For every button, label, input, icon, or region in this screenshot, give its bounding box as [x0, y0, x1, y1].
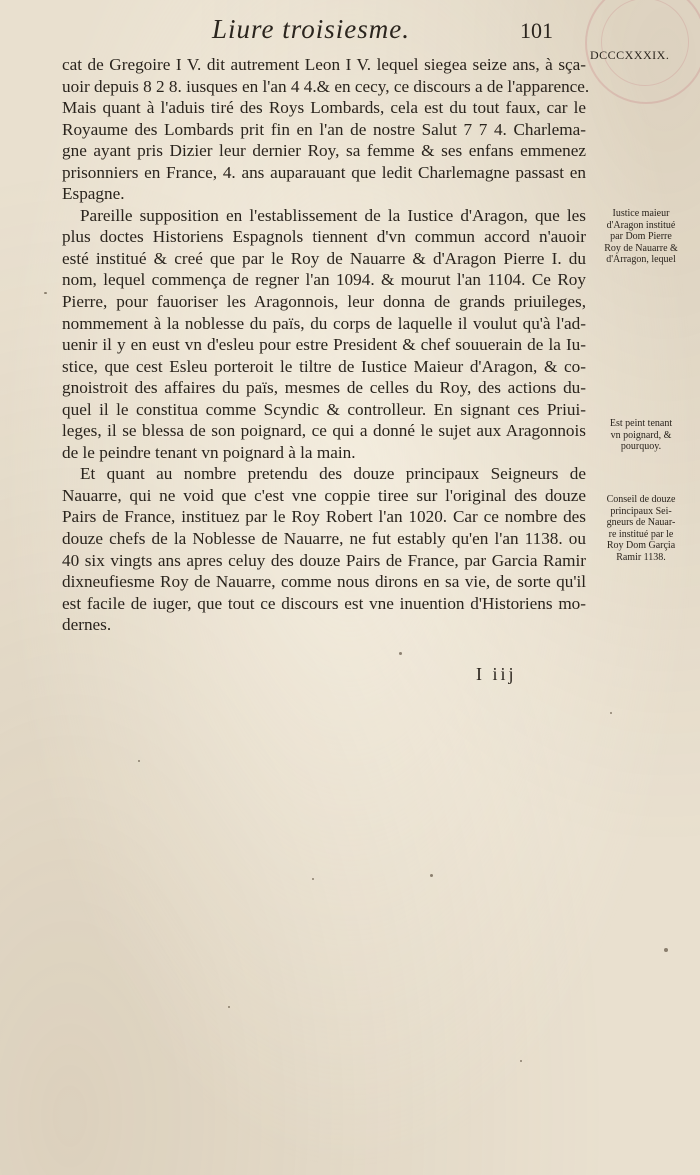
text-line: leges, il se blessa de son poignard, ce qui a donné le sujet aux Aragonnois [62, 421, 586, 441]
margin-note-line: d'Arragon, lequel [606, 254, 676, 266]
text-line: gnoistroit des affaires du païs, mesmes de celles du Roy, des actions du- [62, 378, 586, 398]
signature-mark: I iij [476, 664, 517, 684]
paper-speck [664, 948, 668, 952]
text-line: uenir il y en eust vn d'esleu pour estre President & chef souuerain de la Iu- [62, 335, 586, 355]
text-line: Pareille supposition en l'establissement de la Iustice d'Aragon, que les [80, 205, 586, 225]
margin-note-line: re institué par le [608, 528, 674, 540]
text-line: Pierre, pour fauoriser les Aragonnois, leur donna de grands priuileges, [62, 292, 586, 312]
paper-speck [312, 878, 314, 880]
text-line: de le peindre tenant vn poignard à la main. [62, 442, 356, 462]
margin-note-poignard [587, 418, 695, 453]
paper-speck [520, 1060, 522, 1062]
text-line: est facile de iuger, que tout ce discours est vne inuention d'Historiens mo- [62, 593, 586, 613]
text-line: dixneufiesme Roy de Nauarre, comme nous dirons en sa vie, de sorte qu'il [62, 572, 586, 592]
text-line: dernes. [62, 615, 112, 635]
paper-speck [138, 760, 140, 762]
margin-note-line: Roy de Nauarre & [604, 242, 678, 254]
text-line: plus doctes Historiens Espagnols tiennent d'vn commun accord n'auoir [62, 227, 586, 247]
folio-roman-numeral: DCCCXXXIX. [590, 48, 670, 62]
page-number: 101 [520, 18, 553, 43]
running-title: Liure troisiesme. [212, 14, 410, 44]
text-line: quel il le constitua comme Scyndic & controlleur. En signant ces Priui- [62, 399, 586, 419]
main-text-block [62, 54, 590, 636]
margin-note-line: Iustice maieur [612, 208, 670, 219]
margin-note-line: Conseil de douze [606, 494, 676, 505]
margin-note-line: par Dom Pierre [610, 231, 672, 243]
margin-note-iustice-aragon [587, 208, 695, 266]
margin-note-conseil-douze [587, 494, 695, 564]
margin-note-line: Roy Dom Garçia [606, 540, 676, 552]
paper-speck [44, 292, 47, 294]
paper-speck [610, 712, 612, 714]
text-line: uoir depuis 8 2 8. iusques en l'an 4 4.& en cecy, ce discours a de l'apparence. [62, 76, 590, 96]
margin-note-line: d'Aragon institué [606, 219, 676, 231]
text-line: nommement à la noblesse du païs, du corps de laquelle il voulut qu'à l'ad- [62, 313, 586, 333]
margin-note-line: pourquoy. [620, 441, 662, 453]
paper-speck [399, 652, 402, 655]
text-line: Pairs de France, instituez par le Roy Robert l'an 1020. Car ce nombre des [62, 507, 586, 527]
text-line: Et quant au nombre pretendu des douze principaux Seigneurs de [80, 464, 586, 484]
text-line: cat de Gregoire I V. dit autrement Leon I V. lequel siegea seize ans, à sça- [62, 55, 586, 74]
text-line: prisonniers en France, 4. ans auparauant que ledit Charlemagne passast en [62, 162, 586, 182]
text-line: Nauarre, qui ne void que c'est vne coppie tiree sur l'original des douze [62, 485, 586, 505]
margin-note-line: principaux Sei- [610, 505, 672, 517]
text-line: gne ayant pris Dizier leur dernier Roy, sa femme & ses enfans emmenez [62, 141, 586, 161]
text-line: esté institué & creé que par le Roy de Nauarre & d'Aragon Pierre I. du [62, 248, 586, 268]
text-line: douze chefs de la Noblesse de Nauarre, ne fut estably qu'en l'an 1138. ou [62, 529, 586, 549]
text-line: nom, lequel commença de regner l'an 1094. & mourut l'an 1104. Ce Roy [62, 270, 586, 290]
text-line: 40 six vingts ans apres celuy des douze Pairs de France, par Garcia Ramir [62, 550, 586, 570]
paper-speck [430, 874, 433, 877]
library-stamp-inner-ring [601, 0, 689, 86]
margin-note-line: Est peint tenant [609, 418, 673, 429]
text-line: Espagne. [62, 184, 125, 204]
margin-note-line: Ramir 1138. [616, 551, 666, 563]
text-line: stice, que cest Esleu porteroit le tiltre de Iustice Maieur d'Aragon, & co- [62, 356, 586, 376]
margin-note-line: vn poignard, & [610, 429, 672, 441]
margin-note-line: gneurs de Nauar- [606, 517, 676, 529]
text-line: Royaume des Lombards prit fin en l'an de nostre Salut 7 7 4. Charlema- [62, 119, 586, 139]
text-line: Mais quant à l'aduis tiré des Roys Lombards, cela est du tout faux, car le [62, 98, 586, 118]
paper-speck [228, 1006, 230, 1008]
